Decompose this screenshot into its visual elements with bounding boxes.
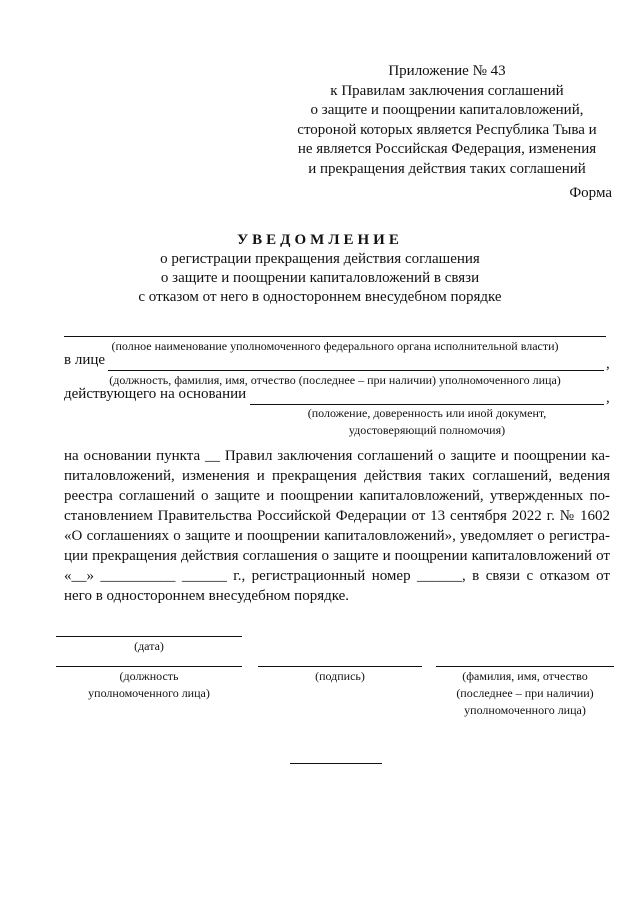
appendix-line: Приложение № 43 — [388, 63, 506, 79]
body-paragraph — [64, 446, 610, 606]
appendix-line: стороной которых является Республика Тыва и — [297, 121, 597, 138]
acting-label: действующего на основании — [64, 386, 247, 402]
appendix-line: не является Российская Федерация, изменения — [297, 141, 597, 157]
body-line: «__» __________ ______ г., регистрационный номер ______, в связи с отказом от — [64, 568, 610, 584]
form-label: Форма — [569, 185, 612, 201]
date-caption: (дата) — [134, 639, 164, 653]
body-line: питаловложений, изменения и прекращения действия таких соглашений, ведения — [64, 468, 610, 484]
signature-caption: (подпись) — [315, 669, 365, 683]
person-caption: (должность, фамилия, имя, отчество (последнее – при наличии) уполномоченного лица) — [109, 373, 561, 387]
comma: , — [606, 390, 610, 406]
full-name-caption — [430, 668, 620, 719]
basis-caption: (положение, доверенность или иной документ, — [307, 406, 547, 420]
full-name-caption-line: (последнее – при наличии) — [456, 686, 594, 700]
full-name-caption-line: уполномоченного лица) — [464, 703, 586, 717]
document-subtitle — [0, 250, 640, 307]
body-line: «О соглашениях о защите и поощрении капиталовложений», уведомляет о регистра- — [64, 528, 610, 544]
subtitle-line: о регистрации прекращения действия соглашения — [160, 251, 480, 267]
body-line: реестра соглашений о защите и поощрении капиталовложений, утвержденных по- — [64, 488, 610, 504]
basis-caption: удостоверяющий полномочия) — [348, 423, 506, 437]
date-line[interactable] — [56, 636, 242, 637]
full-name-caption-line: (фамилия, имя, отчество — [462, 669, 588, 683]
comma: , — [606, 356, 610, 372]
body-line: него в одностороннем внесудебном порядке. — [64, 588, 350, 604]
body-line: ции прекращения действия соглашения о защите и поощрении капиталовложений от — [64, 548, 610, 564]
appendix-line: к Правилам заключения соглашений — [330, 82, 564, 99]
body-line: на основании пункта __ Правил заключения соглашений о защите и поощрении ка- — [64, 448, 610, 464]
full-name-line[interactable] — [436, 666, 614, 667]
authority-name-line[interactable] — [64, 336, 606, 337]
signature-line[interactable] — [258, 666, 422, 667]
end-divider — [290, 763, 382, 764]
appendix-line: о защите и поощрении капиталовложений, — [310, 102, 584, 118]
appendix-line: и прекращения действия таких соглашений — [308, 160, 586, 177]
authority-name-caption: (полное наименование уполномоченного федерального органа исполнительной власти) — [111, 339, 559, 353]
in-person-label: в лице — [64, 352, 106, 368]
appendix-header — [282, 62, 612, 179]
subtitle-line: о защите и поощрении капиталовложений в связи — [160, 270, 480, 286]
document-title: УВЕДОМЛЕНИЕ — [237, 232, 403, 248]
in-person-line[interactable] — [108, 370, 604, 371]
subtitle-line: с отказом от него в одностороннем внесудебном порядке — [138, 289, 502, 305]
position-caption — [56, 668, 242, 702]
body-line: становлением Правительства Российской Федерации от 13 сентября 2022 г. № 1602 — [64, 508, 610, 524]
position-line[interactable] — [56, 666, 242, 667]
position-caption-line: (должность — [119, 669, 179, 683]
position-caption-line: уполномоченного лица) — [88, 686, 210, 700]
